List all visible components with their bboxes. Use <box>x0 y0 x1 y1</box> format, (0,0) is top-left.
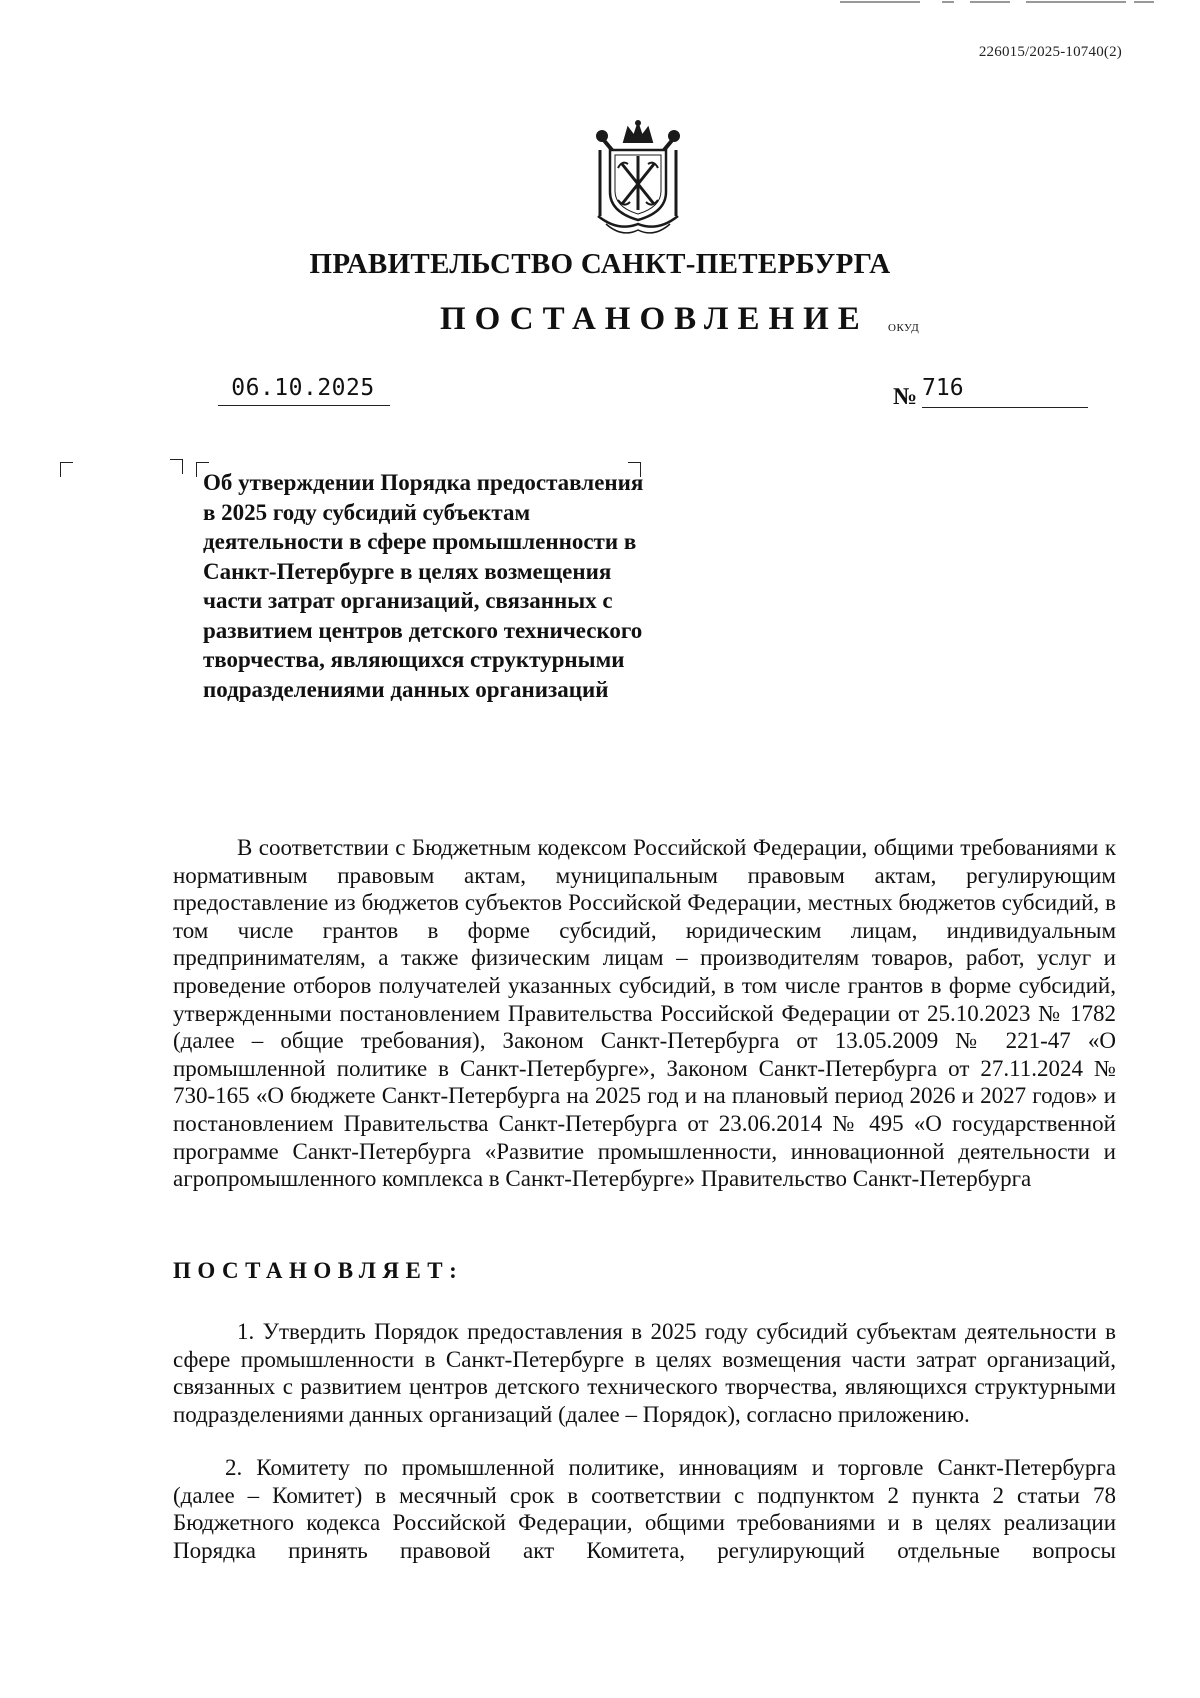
document-type: ПОСТАНОВЛЕНИЕ <box>440 301 869 337</box>
document-date: 06.10.2025 <box>231 375 375 401</box>
corner-mark-left <box>60 462 73 477</box>
number-underline <box>922 407 1088 408</box>
resolves-heading: ПОСТАНОВЛЯЕТ: <box>173 1258 464 1283</box>
issuer-title: ПРАВИТЕЛЬСТВО САНКТ-ПЕТЕРБУРГА <box>309 248 891 280</box>
item-1-paragraph: 1. Утвердить Порядок предоставления в 2025 году субсидий субъектам деятельности в сфере промышленности в Санкт-Петербурге в целях возмещения части затрат организаций, связанных с развитием центров детского технического творчества, являющихся структурными подразделениями данных организаций (далее – Порядок), согласно приложению. <box>173 1319 1116 1427</box>
preamble-paragraph: В соответствии с Бюджетным кодексом Российской Федерации, общими требованиями к нормативным правовым актам, муниципальным правовым актам, регулирующим предоставление из бюджетов субъектов Российской Федерации, местных бюджетов субсидий, в том числе грантов в форме субсидий, юридическим лицам, индивидуальным предпринимателям, а также физическим лицам – производителям товаров, работ, услуг и проведение отборов получателей указанных субсидий, в том числе грантов в форме субсидий, утвержденными постановлением Правительства Российской Федерации от 25.10.2023 № 1782 (далее – общие требования), Законом Санкт-Петербурга от 13.05.2009 № 221-47 «О промышленной политике в Санкт-Петербурге», Законом Санкт-Петербурга от 27.11.2024 № 730-165 «О бюджете Санкт-Петербурга на 2025 год и на плановый период 2026 и 2027 годов» и постановлением Правительства Санкт-Петербурга от 23.06.2014 № 495 «О государственной программе Санкт-Петербурга «Развитие промышленности, инновационной деятельности и агропромышленного комплекса в Санкт-Петербурге» Правительство Санкт-Петербурга <box>173 835 1116 1192</box>
item-2-paragraph: 2. Комитету по промышленной политике, инновациям и торговле Санкт-Петербурга (далее – Комитет) в месячный срок в соответствии с подпунктом 2 пункта 2 статьи 78 Бюджетного кодекса Российской Федерации, общими требованиями и в целях реализации Порядка принять правовой акт Комитета, регулирующий отдельные вопросы <box>173 1455 1116 1563</box>
number-label: № <box>893 384 918 410</box>
scan-artifact-marks <box>830 0 1160 6</box>
registration-number: 226015/2025-10740(2) <box>978 44 1122 60</box>
okud-label: ОКУД <box>888 322 920 334</box>
corner-mark-subject-open <box>170 459 183 474</box>
date-underline <box>218 405 390 406</box>
document-number: 716 <box>922 375 964 401</box>
coat-of-arms-emblem <box>588 120 688 240</box>
document-subject: Об утверждении Порядка предоставления в 2025 году субсидий субъектам деятельности в сфере промышленности в Санкт-Петербурге в целях возмещения части затрат организаций, связанных с развитием центров детского технического творчества, являющихся структурными подразделениями данных организаций <box>203 470 644 702</box>
